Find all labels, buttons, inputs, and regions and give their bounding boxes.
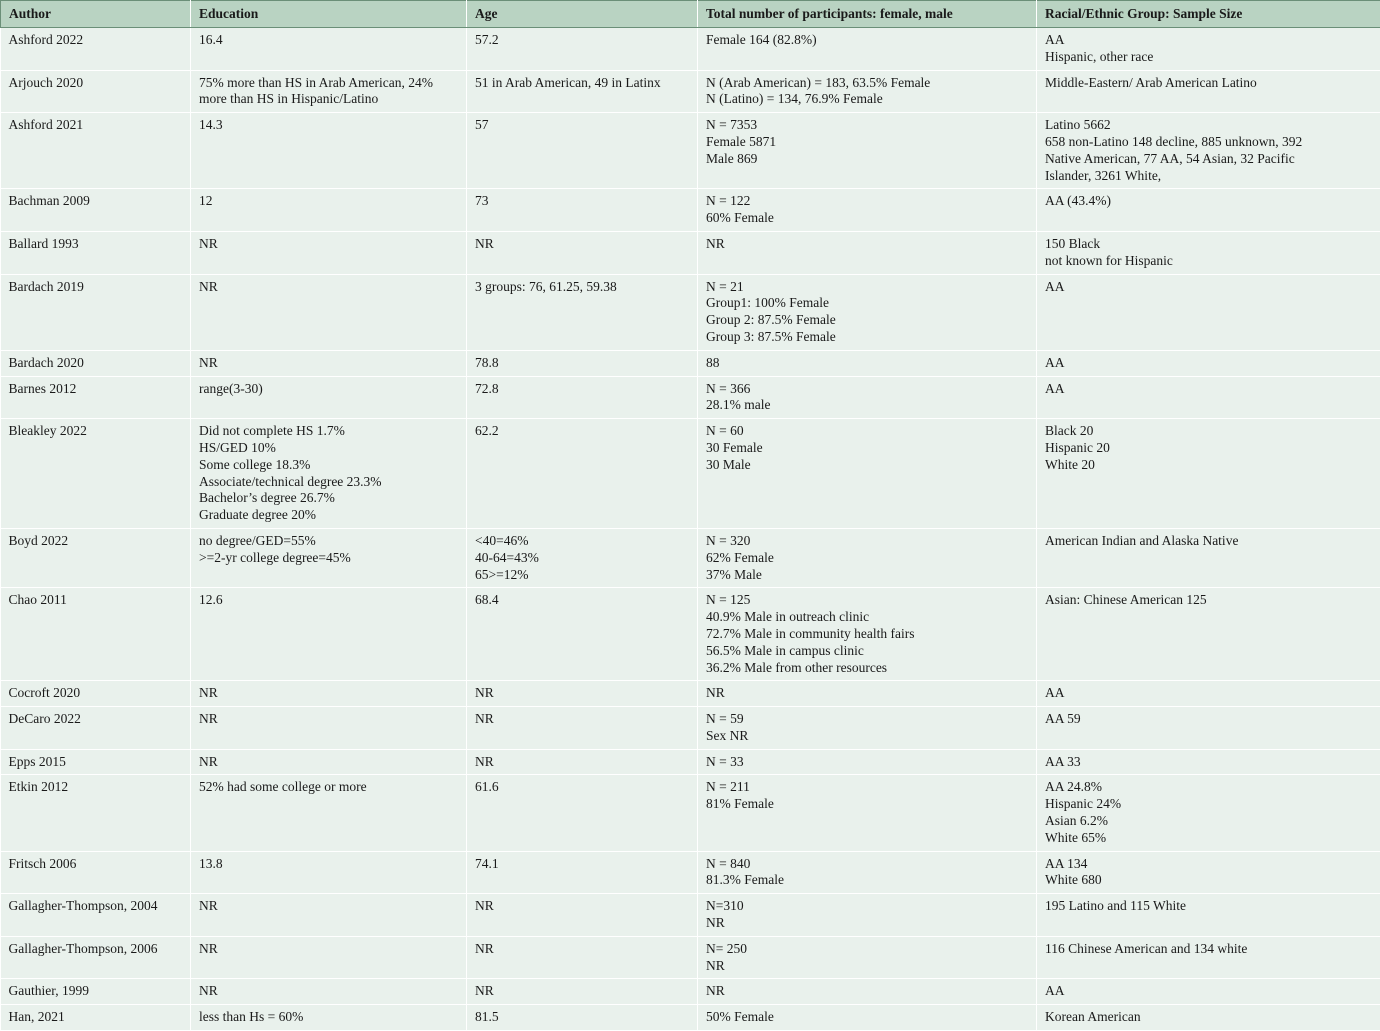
cell-participants: N = 60 30 Female 30 Male [698,419,1037,529]
cell-education: NR [191,274,467,350]
cell-age: 74.1 [467,851,698,894]
cell-racial-ethnic-group: Korean American [1037,1005,1380,1031]
cell-education: range(3-30) [191,376,467,419]
cell-participants: N = 122 60% Female [698,189,1037,232]
header-age: Age [467,1,698,28]
header-education: Education [191,1,467,28]
cell-education: NR [191,979,467,1005]
cell-education: NR [191,936,467,979]
cell-age: <40=46% 40-64=43% 65>=12% [467,528,698,587]
cell-age: 57.2 [467,28,698,71]
cell-participants: NR [698,231,1037,274]
cell-education: 16.4 [191,28,467,71]
cell-participants: NR [698,681,1037,707]
cell-author: Boyd 2022 [1,528,191,587]
cell-author: Chao 2011 [1,588,191,681]
cell-author: Barnes 2012 [1,376,191,419]
table-row [1,419,1380,529]
cell-education: NR [191,350,467,376]
header-racial-ethnic-group: Racial/Ethnic Group: Sample Size [1037,1,1380,28]
table-row [1,274,1380,350]
cell-education: NR [191,749,467,775]
cell-participants: N = 320 62% Female 37% Male [698,528,1037,587]
cell-racial-ethnic-group: 195 Latino and 115 White [1037,894,1380,937]
cell-racial-ethnic-group: AA Hispanic, other race [1037,28,1380,71]
table-row [1,189,1380,232]
table-row [1,350,1380,376]
cell-author: Bardach 2019 [1,274,191,350]
cell-age: NR [467,936,698,979]
cell-education: 14.3 [191,113,467,189]
cell-education: 52% had some college or more [191,775,467,851]
table-row [1,936,1380,979]
cell-author: Gallagher-Thompson, 2006 [1,936,191,979]
table-row [1,588,1380,681]
cell-author: Arjouch 2020 [1,70,191,113]
cell-racial-ethnic-group: AA [1037,979,1380,1005]
table-row [1,894,1380,937]
cell-participants: N = 21 Group1: 100% Female Group 2: 87.5% Female Group 3: 87.5% Female [698,274,1037,350]
table-row [1,749,1380,775]
cell-racial-ethnic-group: AA 33 [1037,749,1380,775]
cell-author: Bachman 2009 [1,189,191,232]
header-participants: Total number of participants: female, male [698,1,1037,28]
cell-author: Bardach 2020 [1,350,191,376]
cell-racial-ethnic-group: 150 Black not known for Hispanic [1037,231,1380,274]
cell-racial-ethnic-group: AA 59 [1037,707,1380,750]
cell-education: NR [191,707,467,750]
cell-racial-ethnic-group: AA 24.8% Hispanic 24% Asian 6.2% White 65% [1037,775,1380,851]
cell-age: 51 in Arab American, 49 in Latinx [467,70,698,113]
cell-education: 12.6 [191,588,467,681]
cell-participants: N = 59 Sex NR [698,707,1037,750]
cell-education: no degree/GED=55% >=2-yr college degree=45% [191,528,467,587]
cell-participants: N = 7353 Female 5871 Male 869 [698,113,1037,189]
table-row [1,28,1380,71]
table-row [1,376,1380,419]
cell-participants: N = 125 40.9% Male in outreach clinic 72.7% Male in community health fairs 56.5% Male in campus clinic 36.2% Male from other resources [698,588,1037,681]
cell-education: NR [191,681,467,707]
cell-racial-ethnic-group: AA [1037,274,1380,350]
cell-racial-ethnic-group: Black 20 Hispanic 20 White 20 [1037,419,1380,529]
cell-education: 12 [191,189,467,232]
cell-education: NR [191,231,467,274]
cell-author: Ballard 1993 [1,231,191,274]
table-row [1,775,1380,851]
cell-participants: N = 33 [698,749,1037,775]
cell-participants: N (Arab American) = 183, 63.5% Female N (Latino) = 134, 76.9% Female [698,70,1037,113]
cell-age: NR [467,749,698,775]
cell-participants: N= 250 NR [698,936,1037,979]
cell-education: NR [191,894,467,937]
cell-author: DeCaro 2022 [1,707,191,750]
cell-racial-ethnic-group: AA [1037,681,1380,707]
cell-author: Etkin 2012 [1,775,191,851]
cell-author: Fritsch 2006 [1,851,191,894]
cell-racial-ethnic-group: AA 134 White 680 [1037,851,1380,894]
cell-age: 73 [467,189,698,232]
cell-racial-ethnic-group: AA [1037,350,1380,376]
cell-racial-ethnic-group: Asian: Chinese American 125 [1037,588,1380,681]
cell-age: 61.6 [467,775,698,851]
cell-author: Cocroft 2020 [1,681,191,707]
cell-age: 81.5 [467,1005,698,1031]
table-row [1,70,1380,113]
cell-participants: N = 366 28.1% male [698,376,1037,419]
cell-age: 78.8 [467,350,698,376]
cell-participants: N = 211 81% Female [698,775,1037,851]
table-row [1,528,1380,587]
cell-racial-ethnic-group: American Indian and Alaska Native [1037,528,1380,587]
cell-age: 57 [467,113,698,189]
cell-participants: 50% Female [698,1005,1037,1031]
cell-racial-ethnic-group: 116 Chinese American and 134 white [1037,936,1380,979]
cell-age: 68.4 [467,588,698,681]
cell-participants: Female 164 (82.8%) [698,28,1037,71]
cell-author: Han, 2021 [1,1005,191,1031]
cell-racial-ethnic-group: Middle-Eastern/ Arab American Latino [1037,70,1380,113]
cell-author: Ashford 2022 [1,28,191,71]
cell-author: Gallagher-Thompson, 2004 [1,894,191,937]
cell-age: NR [467,979,698,1005]
table-row [1,979,1380,1005]
cell-author: Bleakley 2022 [1,419,191,529]
cell-education: Did not complete HS 1.7% HS/GED 10% Some college 18.3% Associate/technical degree 23.3% Bachelor’s degree 26.7% Graduate degree 20% [191,419,467,529]
cell-age: NR [467,707,698,750]
cell-participants: N=310 NR [698,894,1037,937]
cell-racial-ethnic-group: AA [1037,376,1380,419]
header-row [1,1,1380,28]
table-row [1,1005,1380,1031]
header-author: Author [1,1,191,28]
table-body [1,28,1380,1031]
cell-age: NR [467,231,698,274]
cell-author: Ashford 2021 [1,113,191,189]
cell-education: less than Hs = 60% [191,1005,467,1031]
table-row [1,681,1380,707]
cell-education: 13.8 [191,851,467,894]
cell-age: NR [467,681,698,707]
cell-participants: NR [698,979,1037,1005]
cell-age: NR [467,894,698,937]
cell-age: 3 groups: 76, 61.25, 59.38 [467,274,698,350]
cell-participants: 88 [698,350,1037,376]
table-row [1,113,1380,189]
cell-racial-ethnic-group: Latino 5662 658 non-Latino 148 decline, 885 unknown, 392 Native American, 77 AA, 54 Asian, 32 Pacific Islander, 3261 White, [1037,113,1380,189]
cell-education: 75% more than HS in Arab American, 24% more than HS in Hispanic/Latino [191,70,467,113]
cell-age: 62.2 [467,419,698,529]
table-row [1,851,1380,894]
cell-author: Epps 2015 [1,749,191,775]
cell-age: 72.8 [467,376,698,419]
table-row [1,231,1380,274]
table-row [1,707,1380,750]
cell-author: Gauthier, 1999 [1,979,191,1005]
cell-participants: N = 840 81.3% Female [698,851,1037,894]
cell-racial-ethnic-group: AA (43.4%) [1037,189,1380,232]
